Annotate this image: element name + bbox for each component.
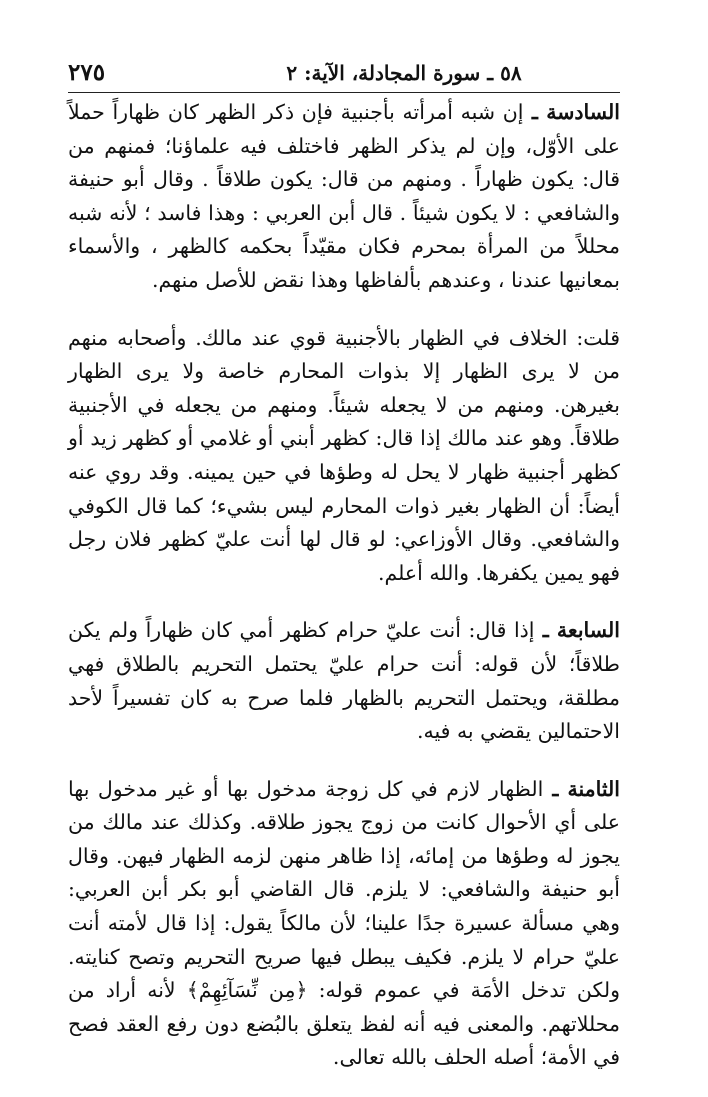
section-label: السابعة ـ (534, 618, 620, 643)
page-header (68, 58, 620, 93)
paragraph-eighth (68, 773, 620, 1075)
paragraph-text: قلت: الخلاف في الظهار بالأجنبية قوي عند مالك. وأصحابه منهم من لا يرى الظهار إلا بذوات المحارم خاصة ولا يرى الظهار بغيرهن. ومنهم من لا يجعله شيئاً. ومنهم من يجعله في الأجنبية طلاقاً. وهو عند مالك إذا قال: كظهر أبني أو غلامي أو كظهر زيد أو كظهر أجنبية ظهار لا يحل له وطؤها في حين يمينه. وقد روي عنه أيضاً: أن الظهار بغير ذوات المحارم ليس بشيء؛ كما قال الكوفي والشافعي. وقال الأوزاعي: لو قال لها أنت عليّ كظهر فلان رجل فهو يمين يكفرها. والله أعلم. (68, 325, 620, 585)
section-label: السادسة ـ (523, 100, 620, 124)
page-body (68, 96, 620, 1075)
paragraph-seventh (68, 614, 620, 748)
running-title: ٥٨ ـ سورة المجادلة، الآية: ٢ (286, 61, 522, 85)
paragraph-text: إذا قال: أنت عليّ حرام كظهر أمي كان ظهاراً ولم يكن طلاقاً؛ لأن قوله: أنت حرام عليّ يحتمل التحريم بالطلاق فهي مطلقة، ويحتمل التحريم بالظهار فلما صرح به كان تفسيراً لأحد الاحتمالين يقضي به فيه. (68, 618, 620, 744)
paragraph-text: إن شبه أمرأته بأجنبية فإن ذكر الظهر كان ظهاراً حملاً على الأوّل، وإن لم يذكر الظهر فاختلف فيه علماؤنا؛ فمنهم من قال: يكون ظهاراً . ومنهم من قال: يكون طلاقاً . وقال أبو حنيفة والشافعي : لا يكون شيئاً . قال أبن العربي : وهذا فاسد ؛ لأنه شبه محللاً من المرأة بمحرم فكان مقيّداً بحكمه كالظهر ، والأسماء بمعانيها عندنا ، وعندهم بألفاظها وهذا نقض للأصل منهم. (68, 100, 620, 292)
paragraph-commentary (68, 322, 620, 591)
page-number: ٢٧٥ (68, 59, 106, 86)
paragraph-text: الظهار لازم في كل زوجة مدخول بها أو غير مدخول بها على أي الأحوال كانت من زوج يجوز طلاقه. وكذلك عند مالك من يجوز له وطؤها من إمائه، إذا ظاهر منهن لزمه الظهار فيهن. وقال أبو حنيفة والشافعي: لا يلزم. قال القاضي أبو بكر أبن العربي: وهي مسألة عسيرة جدًا علينا؛ لأن مالكاً يقول: إذا قال لأمته أنت عليّ حرام لا يلزم. فكيف يبطل فيها صريح التحريم وتصح كنايته. ولكن تدخل الأمَة في عموم قوله: ﴿مِن نِّسَآئِهِمْ﴾ لأنه أراد من محللاتهم. والمعنى فيه أنه لفظ يتعلق بالبُضع دون رفع العقد فصح في الأمة؛ أصله الحلف بالله تعالى. (68, 776, 620, 1070)
paragraph-sixth (68, 96, 620, 298)
section-label: الثامنة ـ (543, 776, 620, 801)
